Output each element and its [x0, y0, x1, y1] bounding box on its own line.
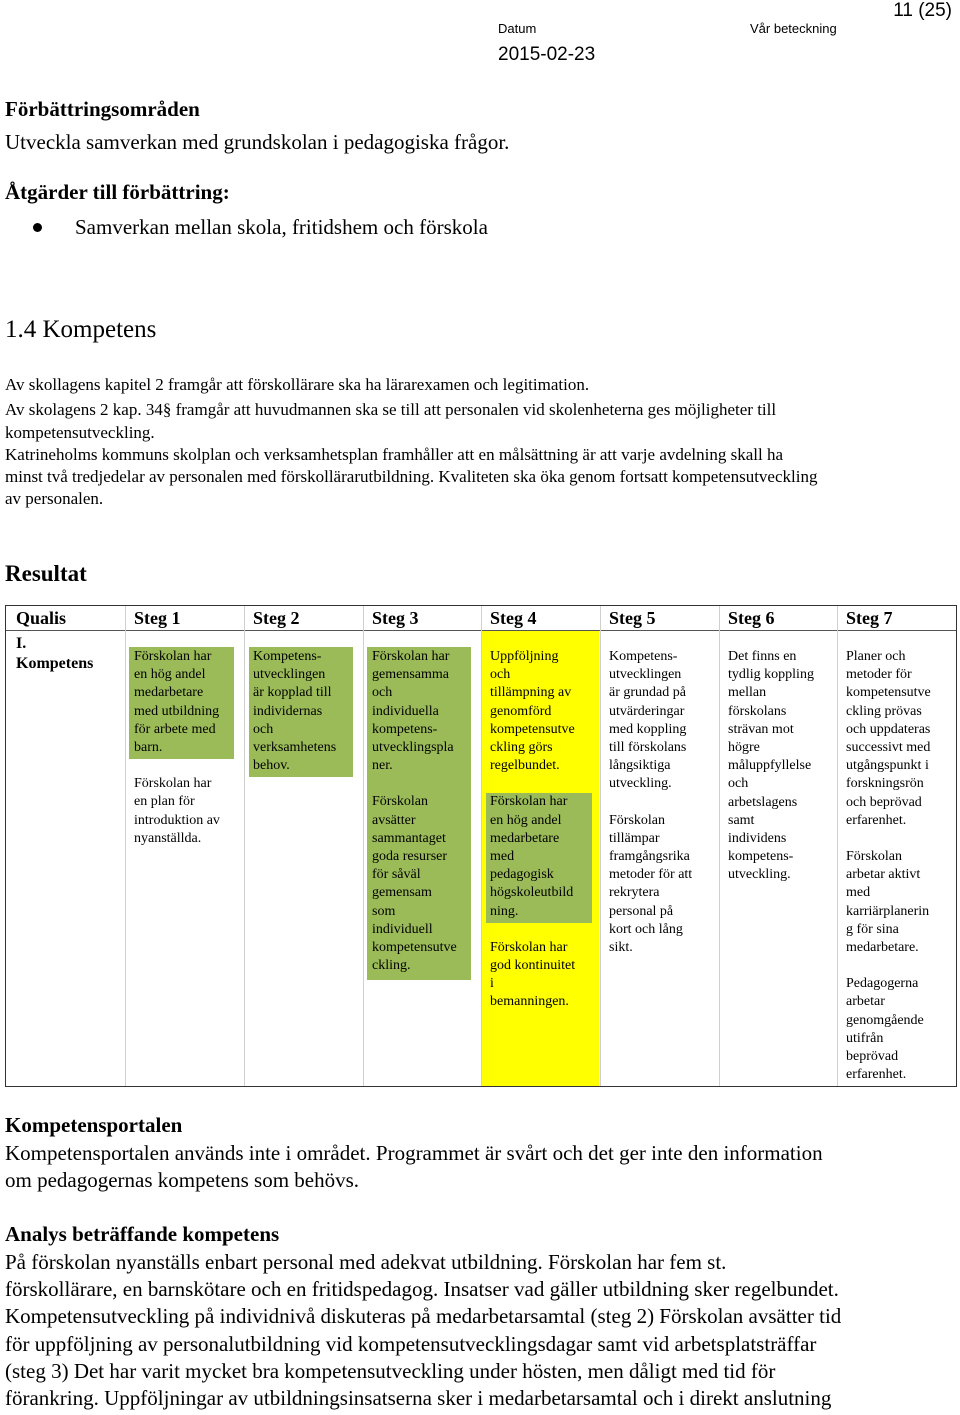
- page-number: 11 (25): [893, 0, 952, 21]
- date-value: 2015-02-23: [498, 44, 596, 65]
- analysis-text-2: förskollärare, en barnskötare och en fritidspedagog. Insatser vad gäller utbildning sker regelbundet.: [5, 1277, 839, 1301]
- section-title: 1.4 Kompetens: [5, 316, 157, 343]
- result-heading: Resultat: [5, 561, 87, 586]
- analysis-text-3: Kompetensutveckling på individnivå diskuteras på medarbetarsamtal (steg 2) Förskolan avsätter tid: [5, 1304, 842, 1328]
- analysis-heading: Analys beträffande kompetens: [5, 1222, 280, 1246]
- steg-7-cell: Planer och metoder för kompetensutve ckling prövas och uppdateras successivt med utgångspunkt i forskningsrön och beprövad erfarenhet. Förskolan arbetar aktivt med karriärplanerin g för sina medarbetare. Pedagogerna arbetar genomgående utifrån beprövad erfarenhet.: [846, 649, 931, 1083]
- steg-2-cell: Kompetens- utvecklingen är kopplad till individernas och verksamhetens behov.: [253, 649, 337, 774]
- column-header-steg-5: Steg 5: [609, 608, 656, 628]
- section-paragraph-2b: kompetensutveckling.: [5, 423, 155, 442]
- improvement-text: Utveckla samverkan med grundskolan i pedagogiska frågor.: [5, 130, 510, 154]
- steg-5-cell: Kompetens- utvecklingen är grundad på utvärderingar med koppling till förskolans långsiktiga utveckling. Förskolan tillämpar framgångsrika metoder för att rekrytera personal på kort och lång sikt.: [609, 649, 693, 956]
- steg-1-cell: Förskolan har en hög andel medarbetare med utbildning för arbete med barn. Förskolan har en plan för introduktion av nyanställda.: [134, 649, 220, 846]
- section-paragraph-3a: Katrineholms kommuns skolplan och verksamhetsplan framhåller att en målsättning är att varje avdelning skall ha: [5, 445, 784, 464]
- column-divider: [600, 606, 601, 1086]
- analysis-text-5: (steg 3) Det har varit mycket bra kompetensutveckling under hösten, men dåligt med tid för: [5, 1359, 776, 1383]
- row-label: I. Kompetens: [16, 635, 94, 672]
- portal-heading: Kompetensportalen: [5, 1113, 183, 1137]
- column-header-steg-7: Steg 7: [846, 608, 893, 628]
- column-divider: [244, 606, 245, 1086]
- column-header-qualis: Qualis: [16, 608, 67, 628]
- bullet-icon: [33, 223, 42, 232]
- steg-3-cell: Förskolan har gemensamma och individuella kompetens- utvecklingspla ner. Förskolan avsätter sammantaget goda resurser för såväl gemensam som individuell kompetensutve ckling.: [372, 649, 457, 974]
- column-divider: [837, 606, 838, 1086]
- portal-text-1: Kompetensportalen används inte i området. Programmet är svårt och det ger inte den information: [5, 1141, 823, 1165]
- column-header-steg-4: Steg 4: [490, 608, 537, 628]
- actions-heading: Åtgärder till förbättring:: [5, 180, 230, 204]
- improvement-heading: Förbättringsområden: [5, 97, 200, 121]
- action-bullet-text: Samverkan mellan skola, fritidshem och förskola: [75, 215, 488, 239]
- section-paragraph-1: Av skollagens kapitel 2 framgår att förskollärare ska ha lärarexamen och legitimation.: [5, 375, 590, 394]
- steg-6-cell: Det finns en tydlig koppling mellan förskolans strävan mot högre måluppfyllelse och arbetslagens samt individens kompetens- utveckling.: [728, 649, 814, 883]
- column-header-steg-6: Steg 6: [728, 608, 775, 628]
- section-paragraph-3c: av personalen.: [5, 489, 104, 508]
- portal-text-2: om pedagogernas kompetens som behövs.: [5, 1168, 360, 1192]
- analysis-text-6: förankring. Uppföljningar av utbildningsinsatserna sker i medarbetarsamtal och i direkt anslutning: [5, 1386, 832, 1410]
- analysis-text-1: På förskolan nyanställs enbart personal med adekvat utbildning. Förskolan har fem st.: [5, 1250, 727, 1274]
- analysis-text-4: för uppföljning av personalutbildning vid kompetensutvecklingsdagar samt vid arbetsplatsträffar: [5, 1332, 817, 1356]
- section-paragraph-2a: Av skolagens 2 kap. 34§ framgår att huvudmannen ska se till att personalen vid skolenheterna ges möjligheter till: [5, 400, 777, 419]
- column-divider: [363, 606, 364, 1086]
- qualis-table: [5, 605, 957, 1087]
- column-divider: [719, 606, 720, 1086]
- section-paragraph-3b: minst två tredjedelar av personalen med förskollärarutbildning. Kvaliteten ska öka genom fortsatt kompetensutveckling: [5, 467, 818, 486]
- column-divider: [125, 606, 126, 1086]
- date-label: Datum: [498, 21, 537, 36]
- column-header-steg-1: Steg 1: [134, 608, 181, 628]
- column-header-steg-2: Steg 2: [253, 608, 300, 628]
- steg-4-cell: Uppföljning och tillämpning av genomförd kompetensutve ckling görs regelbundet. Förskolan har en hög andel medarbetare med pedagogisk högskoleutbild ning. Förskolan har god kontinuitet i bemanningen.: [490, 649, 576, 1010]
- reference-label: Vår beteckning: [750, 21, 837, 36]
- column-header-steg-3: Steg 3: [372, 608, 419, 628]
